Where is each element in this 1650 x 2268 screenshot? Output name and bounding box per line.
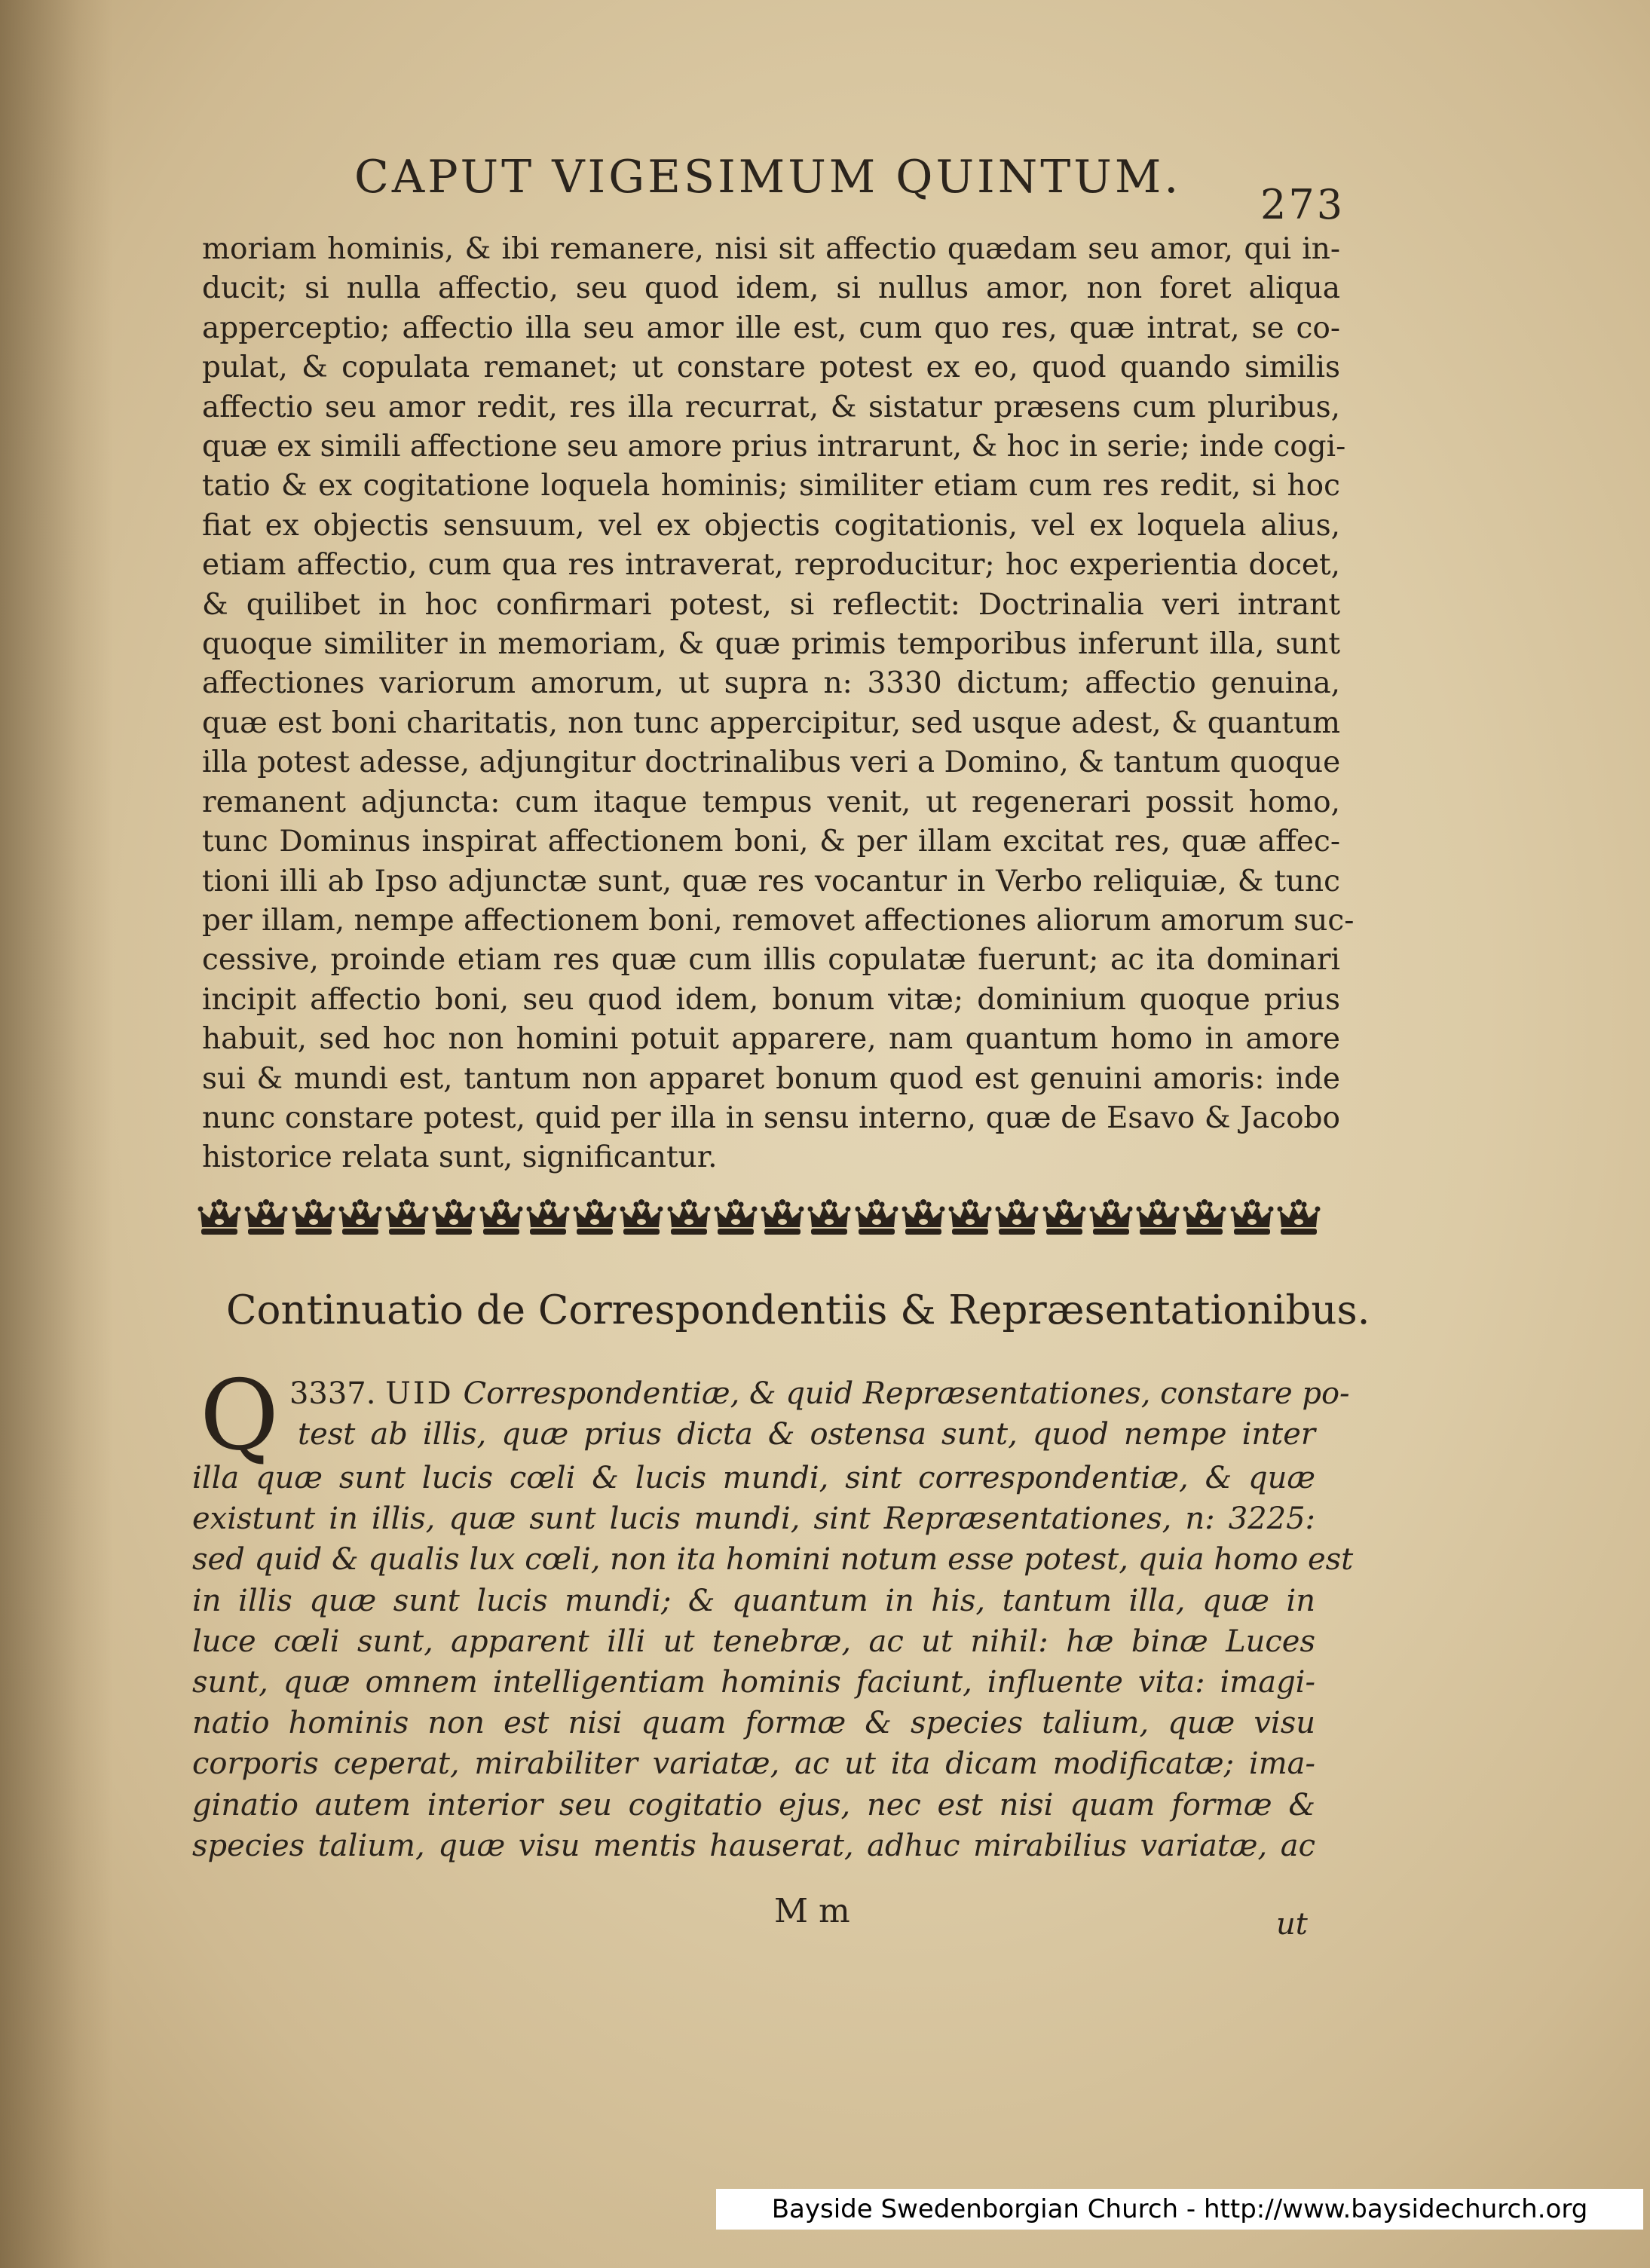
crown-ornament-icon — [1277, 1198, 1321, 1238]
text-line: per illam, nempe affectionem boni, removet affectiones aliorum amorum suc- — [202, 903, 1355, 938]
crown-ornament-icon — [197, 1198, 241, 1238]
crown-ornament-icon — [807, 1198, 851, 1238]
text-line: tatio & ex cogitatione loquela hominis; similiter etiam cum res redit, si hoc — [202, 469, 1340, 503]
crown-ornament-icon — [995, 1198, 1039, 1238]
text-line: etiam affectio, cum qua res intraverat, reproducitur; hoc experientia docet, — [202, 548, 1340, 583]
crown-ornament-icon — [479, 1198, 523, 1238]
crown-ornament-icon — [1230, 1198, 1274, 1238]
crown-ornament-icon — [338, 1198, 382, 1238]
paragraph-second-line: test ab illis, quæ prius dicta & ostensa sunt, quod nempe inter — [298, 1417, 1315, 1452]
crown-ornament-icon — [1136, 1198, 1180, 1238]
paragraph-line: natio hominis non est nisi quam formæ & species talium, quæ visu — [192, 1706, 1315, 1741]
crown-ornament-icon — [855, 1198, 898, 1238]
text-line: cessive, proinde etiam res quæ cum illis copulatæ fuerunt; ac ita dominari — [202, 943, 1340, 978]
page-number: 273 — [1260, 181, 1345, 228]
text-line: fiat ex objectis sensuum, vel ex objectis cogitationis, vel ex loquela alius, — [202, 508, 1340, 543]
crown-ornament-icon — [526, 1198, 570, 1238]
text-line: & quilibet in hoc confirmari potest, si reflectit: Doctrinalia veri intrant — [202, 587, 1340, 622]
paragraph-3337 — [192, 1360, 1354, 1866]
text-line: nunc constare potest, quid per illa in sensu interno, quæ de Esavo & Jacobo — [202, 1100, 1340, 1135]
text-line: pulat, & copulata remanet; ut constare potest ex eo, quod quando similis — [202, 350, 1340, 385]
crown-ornament-icon — [761, 1198, 804, 1238]
text-line: tunc Dominus inspirat affectionem boni, & per illam excitat res, quæ affec- — [202, 825, 1340, 859]
body-text — [202, 230, 1355, 1178]
crown-ornament-icon — [385, 1198, 429, 1238]
signature-mark: M m — [774, 1892, 850, 1930]
running-head: CAPUT VIGESIMUM QUINTUM. — [354, 151, 1182, 204]
crown-ornament-icon — [902, 1198, 945, 1238]
paragraph-line: sed quid & qualis lux cœli, non ita homini notum esse potest, quia homo est — [192, 1542, 1354, 1578]
crown-ornament-icon — [573, 1198, 617, 1238]
first-line-rest: Correspondentiæ, & quid Repræsentationes, constare po- — [463, 1376, 1350, 1411]
text-line: affectiones variorum amorum, ut supra n: 3330 dictum; affectio genuina, — [202, 666, 1340, 701]
crown-ornament-icon — [244, 1198, 288, 1238]
paragraph-line: existunt in illis, quæ sunt lucis mundi, sint Repræsentationes, n: 3225: — [192, 1501, 1315, 1537]
crown-ornament-icon — [1183, 1198, 1226, 1238]
text-line: habuit, sed hoc non homini potuit apparere, nam quantum homo in amore — [202, 1022, 1340, 1057]
watermark-banner: Bayside Swedenborgian Church - http://www.baysidechurch.org — [716, 2189, 1643, 2230]
crown-ornament-icon — [620, 1198, 663, 1238]
catchword: ut — [1276, 1907, 1308, 1942]
paragraph-line: illa quæ sunt lucis cœli & lucis mundi, sint correspondentiæ, & quæ — [192, 1461, 1315, 1495]
text-line: quæ est boni charitatis, non tunc appercipitur, sed usque adest, & quantum — [202, 705, 1340, 740]
spine-shadow — [0, 0, 113, 2268]
text-line: affectio seu amor redit, res illa recurrat, & sistatur præsens cum pluribus, — [202, 390, 1340, 424]
paragraph-line: sunt, quæ omnem intelligentiam hominis faciunt, influente vita: imagi- — [192, 1665, 1315, 1700]
crown-ornament-icon — [292, 1198, 335, 1238]
text-line: moriam hominis, & ibi remanere, nisi sit affectio quædam seu amor, qui in- — [202, 232, 1340, 266]
drop-cap: Q — [200, 1360, 279, 1472]
crown-ornament-icon — [1042, 1198, 1086, 1238]
text-line: incipit affectio boni, seu quod idem, bonum vitæ; dominium quoque prius — [202, 982, 1340, 1017]
paragraph-line: in illis quæ sunt lucis mundi; & quantum in his, tantum illa, quæ in — [192, 1583, 1315, 1618]
paragraph-line: corporis ceperat, mirabiliter variatæ, ac ut ita dicam modificatæ; ima- — [192, 1746, 1315, 1782]
text-line: quoque similiter in memoriam, & quæ primis temporibus inferunt illa, sunt — [202, 627, 1340, 662]
section-heading: Continuatio de Correspondentiis & Repræsentationibus. — [226, 1287, 1370, 1333]
text-line: historice relata sunt, significantur. — [202, 1140, 718, 1175]
first-word-rest: UID — [385, 1376, 454, 1411]
crown-ornament-icon — [948, 1198, 992, 1238]
text-line: sui & mundi est, tantum non apparet bonum quod est genuini amoris: inde — [202, 1061, 1340, 1096]
text-line: ducit; si nulla affectio, seu quod idem, si nullus amor, non foret aliqua — [202, 271, 1340, 306]
crown-ornament-icon — [432, 1198, 476, 1238]
crown-ornament-icon — [714, 1198, 758, 1238]
text-line: apperceptio; affectio illa seu amor ille est, cum quo res, quæ intrat, se co- — [202, 311, 1340, 345]
paragraph-line: species talium, quæ visu mentis hauserat, adhuc mirabilius variatæ, ac — [192, 1828, 1315, 1863]
paragraph-line: ginatio autem interior seu cogitatio ejus, nec est nisi quam formæ & — [192, 1787, 1315, 1823]
paragraph-line: luce cœli sunt, apparent illi ut tenebræ, ac ut nihil: hæ binæ Luces — [192, 1624, 1315, 1659]
crown-ornament-icon — [667, 1198, 711, 1238]
crown-ornament-icon — [1089, 1198, 1133, 1238]
text-line: quæ ex simili affectione seu amore prius intrarunt, & hoc in serie; inde cogi- — [202, 430, 1346, 464]
text-line: remanent adjuncta: cum itaque tempus venit, ut regenerari possit homo, — [202, 785, 1340, 819]
crown-ornament-band — [197, 1195, 1321, 1241]
paragraph-number: 3337. — [289, 1376, 376, 1411]
text-line: illa potest adesse, adjungitur doctrinalibus veri a Domino, & tantum quoque — [202, 745, 1341, 780]
text-line: tioni illi ab Ipso adjunctæ sunt, quæ res vocantur in Verbo reliquiæ, & tunc — [202, 864, 1340, 898]
